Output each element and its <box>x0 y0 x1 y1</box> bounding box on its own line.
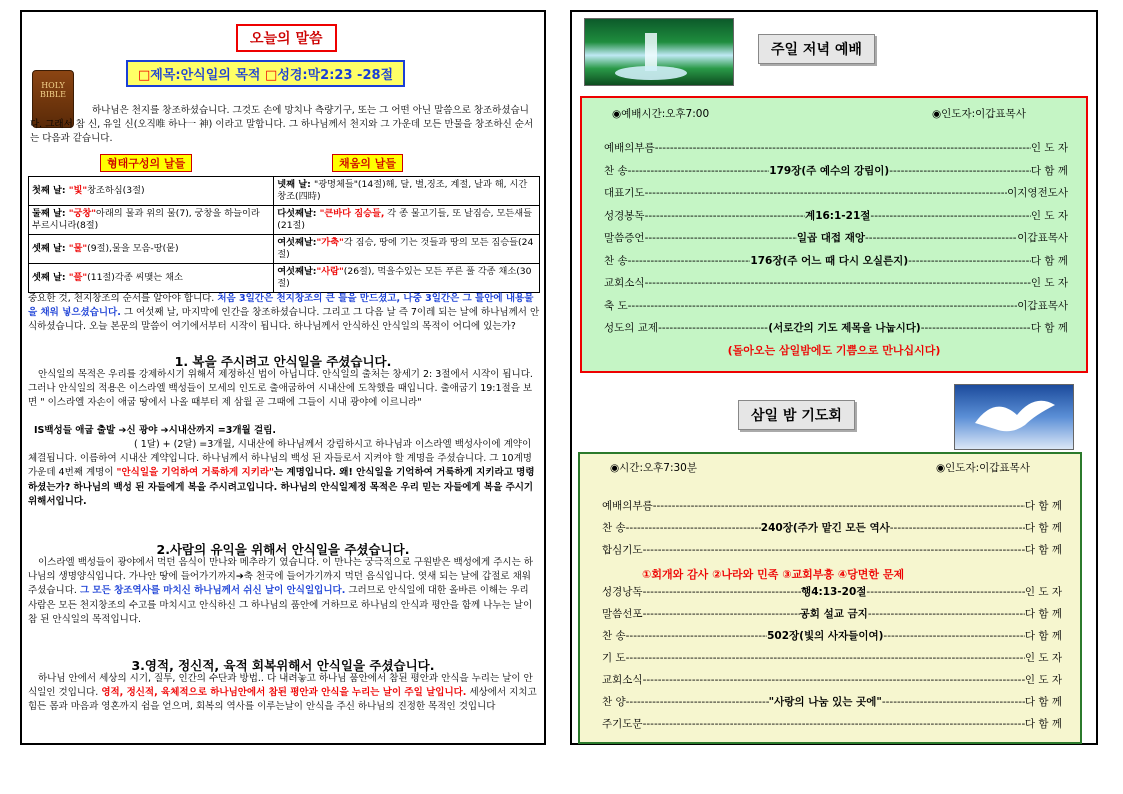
order-row <box>602 542 1062 558</box>
heading-3: 3.영적, 정신적, 육적 회복위해서 안식일을 주셨습니다. <box>131 658 435 673</box>
evening-leader: ◉인도자:이갑표목사 <box>932 108 1026 120</box>
dove-icon <box>955 385 1073 449</box>
heading-2: 2.사람의 유익을 위해서 안식일을 주셨습니다. <box>156 542 410 557</box>
dove-image <box>954 384 1074 450</box>
dash-leader <box>645 230 797 246</box>
order-item-detail: 일곱 대접 재앙 <box>796 232 866 244</box>
wednesday-service-box <box>578 452 1082 744</box>
creation-day-row <box>29 235 540 264</box>
order-row <box>602 520 1062 536</box>
order-item-detail: 179장(주 예수의 강림이) <box>769 164 890 177</box>
order-item-detail: "사랑의 나눔 있는 곳에" <box>768 696 882 708</box>
order-item-leader: 다 함 께 <box>1024 630 1062 642</box>
sermon-title: 오늘의 말씀 <box>236 24 337 52</box>
order-row <box>604 230 1068 246</box>
dash-leader <box>645 185 1008 201</box>
order-item-leader: 인 도 자 <box>1024 586 1062 598</box>
dash-leader <box>653 498 1025 514</box>
form-day-cell: 셋째 날: "물"(9절),물을 모음-땅(뭍) <box>29 235 274 264</box>
waterfall-icon <box>585 19 733 85</box>
dash-leader <box>883 628 1024 644</box>
sermon-subtitle: □제목:안식일의 목적 □성경:막2:23 -28절 <box>126 60 405 87</box>
dash-leader <box>643 672 1025 688</box>
route-line: IS백성들 애굽 출발 ➔신 광야 ➔시내산까지 =3개월 걸림. <box>34 425 276 436</box>
order-item-label: 찬 송 <box>602 522 626 534</box>
order-item-detail: 공회 설교 금지 <box>799 608 868 620</box>
sermon-panel <box>20 10 546 745</box>
dash-leader <box>655 140 1031 156</box>
order-item-label: 대표기도 <box>604 187 645 199</box>
order-item-label: 예배의부름 <box>602 500 653 512</box>
dash-leader <box>890 520 1025 536</box>
dash-leader <box>643 542 1025 558</box>
order-item-leader: 인 도 자 <box>1024 652 1062 664</box>
creation-day-row <box>29 206 540 235</box>
order-item-detail: 계16:1-21절 <box>805 209 871 222</box>
order-item-leader: 다 함 께 <box>1030 164 1068 177</box>
dash-leader <box>643 716 1025 732</box>
creation-days-table <box>28 176 540 293</box>
order-item-leader: 이갑표목사 <box>1017 232 1068 244</box>
dash-leader <box>626 650 1025 666</box>
dash-leader <box>626 628 767 644</box>
dash-leader <box>921 320 1031 336</box>
wednesday-time: ◉시간:오후7:30분 <box>610 462 697 474</box>
order-row <box>604 208 1068 224</box>
dash-leader <box>628 253 751 269</box>
order-item-leader: 다 함 께 <box>1024 500 1062 512</box>
creation-day-row <box>29 264 540 293</box>
evening-service-box <box>580 96 1088 373</box>
order-row <box>602 650 1062 666</box>
dash-leader <box>643 606 800 622</box>
dash-leader <box>645 208 805 224</box>
order-item-leader: 인 도 자 <box>1030 209 1068 222</box>
order-item-label: 축 도 <box>604 299 628 312</box>
dash-leader <box>658 320 768 336</box>
order-item-label: 교회소식 <box>604 277 645 289</box>
dash-leader <box>868 606 1025 622</box>
order-item-leader: 인 도 자 <box>1030 142 1068 154</box>
order-item-label: 기 도 <box>602 652 626 664</box>
order-item-leader: 다 함 께 <box>1024 522 1062 534</box>
order-item-leader: 이지영전도사 <box>1007 187 1068 199</box>
order-item-label: 교회소식 <box>602 674 643 686</box>
order-item-label: 성도의 교제 <box>604 322 659 334</box>
order-row <box>604 163 1068 179</box>
dash-leader <box>870 208 1030 224</box>
paragraph-benefit: 이스라엘 백성들이 광야에서 먹던 음식이 만나와 메추라기 였습니다. 이 만나는 궁극적으로 구원받은 백성에게 주시는 하나님의 생명양식입니다. 가나안 땅에 들어가기까지➔축 천국에 들어가기까지 먹던 음식입니다. 엿새 되는 날에 갑절로 채워주셨습니다. 그 모든 창조역사를 마치신 하나님께서 쉬신 날이 안식일입니다. 그러므로 안식일에 대한 올바른 이해는 우리 사람은 모든 천지창조의 수고를 마치시고 안식하신 그 하나님의 품안에 거하므로 하나님의 안식과 평안을 함께 나누는 날이 참 된 안식일의 목적입니다. <box>28 557 533 625</box>
order-item-leader: 이갑표목사 <box>1017 299 1068 312</box>
fill-day-cell: 여섯째날:"사람"(26절), 먹을수있는 모든 푸른 풀 각종 채소(30절) <box>274 264 540 293</box>
order-item-detail: 502장(빛의 사자들이여) <box>767 630 884 642</box>
order-item-leader: 다 함 께 <box>1030 254 1069 267</box>
order-row <box>602 694 1062 710</box>
evening-note: (돌아오는 삼일밤에도 기쁨으로 만나십시다) <box>727 344 941 357</box>
form-day-cell: 첫째 날: "빛"창조하심(3절) <box>29 177 274 206</box>
dash-leader <box>882 694 1025 710</box>
dash-leader <box>866 584 1024 600</box>
order-row <box>602 672 1062 688</box>
order-item-leader: 다 함 께 <box>1024 696 1062 708</box>
order-item-label: 성경봉독 <box>604 209 645 222</box>
dash-leader <box>628 163 770 179</box>
order-item-detail: (서로간의 기도 제목을 나눕시다) <box>768 322 921 334</box>
order-item-detail: 행4:13-20절 <box>801 586 867 598</box>
order-item-label: 찬 송 <box>604 164 628 177</box>
order-row <box>602 498 1062 514</box>
order-item-label: 말씀선포 <box>602 608 643 620</box>
tag-form-days: 형태구성의 날들 <box>100 154 192 172</box>
tag-fill-days: 채움의 날들 <box>332 154 403 172</box>
heading-1: 1. 복을 주시려고 안식일을 주셨습니다. <box>174 354 392 369</box>
order-item-label: 찬 양 <box>602 696 626 708</box>
prayer-topics: ①회개와 감사 ②나라와 민족 ③교회부흥 ④당면한 문제 <box>642 568 905 581</box>
order-row <box>604 140 1068 156</box>
order-row <box>604 253 1068 269</box>
order-item-label: 합심기도 <box>602 544 643 556</box>
order-item-leader: 다 함 께 <box>1024 718 1062 730</box>
order-item-label: 주기도문 <box>602 718 643 730</box>
order-item-label: 찬 송 <box>602 630 626 642</box>
order-item-detail: 240장(주가 맡긴 모든 역사 <box>760 522 890 534</box>
fill-day-cell: 여섯째날:"가축"각 짐승, 땅에 기는 것들과 땅의 모든 짐승들(24절) <box>274 235 540 264</box>
order-item-leader: 다 함 께 <box>1024 608 1063 620</box>
dash-leader <box>889 163 1031 179</box>
order-row <box>604 298 1068 314</box>
order-row <box>604 320 1068 336</box>
order-item-leader: 다 함 께 <box>1024 544 1062 556</box>
evening-time: ◉예배시간:오후7:00 <box>612 108 710 120</box>
dash-leader <box>908 253 1031 269</box>
order-row <box>602 584 1062 600</box>
order-item-label: 찬 송 <box>604 254 628 267</box>
wednesday-title: 삼일 밤 기도회 <box>738 400 855 430</box>
fill-day-cell: 다섯째날: "큰바다 짐승들, 각 종 물고기들, 또 날짐승, 모든새들(21절) <box>274 206 540 235</box>
form-day-cell: 셋째 날: "풀"(11절)각종 씨맺는 채소 <box>29 264 274 293</box>
dash-leader <box>645 275 1031 291</box>
order-row <box>604 275 1068 291</box>
paragraph-restoration: 하나님 안에서 세상의 시기, 질투, 인간의 수단과 방법.. 다 내려놓고 하나님 품안에서 참된 평안과 안식을 누리는 날이 안식일인 것입니다. 영적, 정신적, 육체적으로 하나님안에서 참된 평안과 안식을 누리는 날이 주일 날입니다. 세상에서 지치고 힘든 몸과 마음과 영혼까지 쉼을 얻으며, 회복의 역사를 이루는날이 안식을 주신 하나님의 진정한 목적인 것입니다 <box>28 673 537 713</box>
order-row <box>602 628 1062 644</box>
dash-leader <box>626 694 769 710</box>
order-item-label: 말씀증언 <box>604 232 645 244</box>
order-row <box>604 185 1068 201</box>
form-day-cell: 둘째 날: "궁창"아래의 물과 위의 물(7), 궁창을 하늘이라 부르시니라(8절) <box>29 206 274 235</box>
wednesday-leader: ◉인도자:이갑표목사 <box>936 462 1030 474</box>
paragraph-purpose: 안식일의 목적은 우리를 강제하시기 위해서 제정하신 법이 아닙니다. 안식일의 출처는 창세기 2: 3절에서 시작이 됩니다. 그러나 안식일의 적용은 이스라엘 백성들이 모세의 인도로 출애굽하여 시내산에 도착했을 때입니다. 출애굽기 19:1절을 보면 " 이스라엘 자손이 애굽 땅에서 나올 때부터 제 삼월 곧 그때에 그들이 시내 광야에 이르니라" <box>28 369 533 409</box>
evening-title: 주일 저녁 예배 <box>758 34 875 64</box>
bible-icon: HOLY BIBLE <box>32 70 74 128</box>
order-row <box>602 716 1062 732</box>
dash-leader <box>626 520 761 536</box>
dash-leader <box>865 230 1017 246</box>
worship-panel <box>570 10 1098 745</box>
order-item-label: 예배의부름 <box>604 142 655 154</box>
order-item-leader: 인 도 자 <box>1024 674 1062 686</box>
waterfall-image <box>584 18 734 86</box>
order-item-detail: 176장(주 어느 때 다시 오실른지) <box>750 254 909 267</box>
order-item-label: 성경낭독 <box>602 586 643 598</box>
paragraph-covenant: ( 1달) + (2달) =3개월, 시내산에 하나님께서 강림하시고 하나님과 이스라엘 백성사이에 계약이체결됩니다. 이름하여 시내산 계약입니다. 하나님께서 하나님의 백성 된 자들로서 지켜야 할 계명을 주셨습니다. 그 10계명 가운데 4번째 계명이 "안식일을 기억하여 거룩하게 지키라"는 계명입니다. 왜! 안식일을 기억하여 거룩하게 지키라고 명령하셨는가? 하나님의 백성 된 자들에게 복을 주시려고입니다. 하나님의 안식일제정 목적은 우리 믿는 자들에게 복을 주시기 위해서입니다. <box>28 439 535 507</box>
intro-paragraph: 하나님은 천지를 창조하셨습니다. 그것도 손에 망치나 측량기구, 또는 그 어떤 아닌 말씀으로 창조하셨습니다. 그래서 참 신, 유일 신(오직唯 하나一 神) 이라고 말합니다. 그 하나님께서 천지와 그 가운데 모든 만물을 창조하신 순서는 다음과 같습니다. <box>30 105 534 145</box>
creation-day-row <box>29 177 540 206</box>
dash-leader <box>628 298 1018 314</box>
paragraph-order: 중요한 것, 천지창조의 순서를 알아야 합니다. 처음 3일간은 천지창조의 큰 틀을 만드셨고, 나중 3일간은 그 틀안에 내용물을 채워 넣으셨습니다. 그 여섯째 날, 마지막에 인간을 창조하셨습니다. 그리고 그 다음 날 즉 7이레 되는 날에 하나님께서 안식하셨습니다. 오늘 본문의 말씀이 여기에서부터 시작이 됩니다. 하나님께서 안식하신 안식일의 목적이 어디에 있는가? <box>28 293 540 333</box>
dash-leader <box>643 584 801 600</box>
order-item-leader: 인 도 자 <box>1030 277 1068 289</box>
fill-day-cell: 넷째 날: "광명체들"(14절)해, 달, 별,징조, 계절, 날과 해, 시간 창조(四時) <box>274 177 540 206</box>
order-item-leader: 다 함 께 <box>1030 322 1069 334</box>
order-row <box>602 606 1062 622</box>
